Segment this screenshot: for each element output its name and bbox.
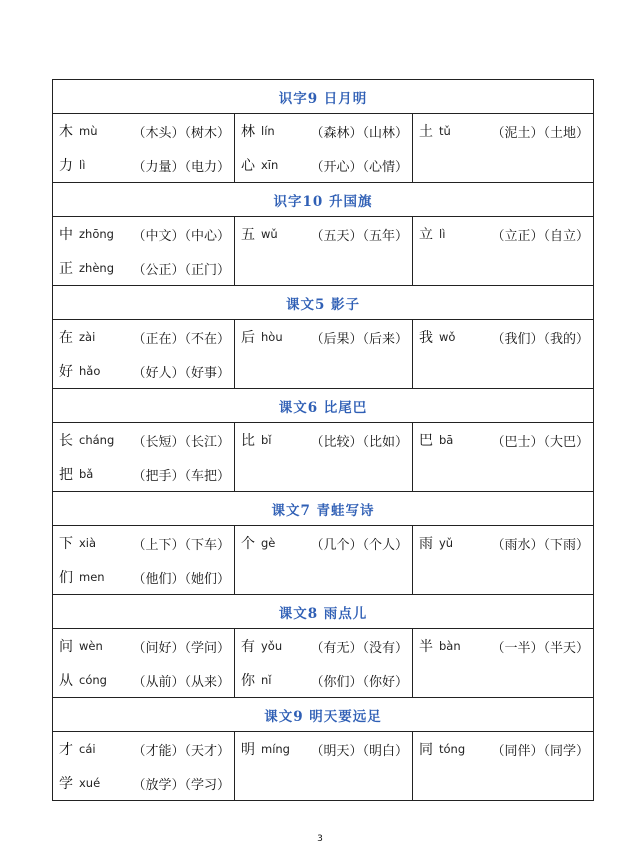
section-header-row — [53, 183, 594, 217]
section-title: 课文5 影子 — [53, 286, 594, 320]
character: 力 — [59, 158, 73, 174]
section-body-row — [53, 423, 594, 492]
example-words: （正在）（不在） — [132, 331, 230, 347]
pinyin: bǎ — [79, 467, 94, 481]
example-words: （长短）（长江） — [132, 434, 230, 450]
character-cell — [413, 732, 594, 801]
pinyin: wǔ — [261, 227, 278, 241]
section-body-row — [53, 526, 594, 595]
character-cell — [53, 732, 235, 801]
page-number: 3 — [317, 834, 323, 844]
pinyin: bā — [439, 433, 454, 447]
section-header-row — [53, 595, 594, 629]
pinyin: wǒ — [439, 330, 456, 344]
character: 明 — [241, 742, 255, 758]
example-words: （才能）（天才） — [132, 743, 230, 759]
character: 巴 — [419, 433, 433, 449]
character-entry — [53, 766, 234, 800]
example-words: （同伴）（同学） — [491, 743, 590, 759]
example-words: （森林）（山林） — [310, 125, 408, 141]
character-cell — [413, 320, 594, 389]
example-words: （放学）（学习） — [132, 777, 230, 793]
character: 土 — [419, 124, 433, 140]
character-entry — [413, 320, 593, 354]
character-entry — [235, 148, 412, 182]
character: 正 — [59, 261, 73, 277]
character-cell — [235, 423, 413, 492]
character: 你 — [241, 673, 255, 689]
character: 才 — [59, 742, 73, 758]
pinyin: tǔ — [439, 124, 451, 138]
character-cell — [235, 732, 413, 801]
example-words: （泥土）（土地） — [491, 125, 590, 141]
character-entry — [53, 663, 234, 697]
character-entry — [413, 217, 593, 251]
character-entry — [53, 251, 234, 285]
example-words: （后果）（后来） — [310, 331, 408, 347]
character: 心 — [241, 158, 255, 174]
character: 后 — [241, 330, 255, 346]
example-words: （雨水）（下雨） — [491, 537, 590, 553]
pinyin: lì — [79, 158, 86, 172]
pinyin: lín — [261, 124, 275, 138]
character: 同 — [419, 742, 433, 758]
pinyin: zhèng — [79, 261, 114, 275]
character-cell — [53, 320, 235, 389]
example-words: （五天）（五年） — [310, 228, 408, 244]
section-body-row — [53, 217, 594, 286]
pinyin: bàn — [439, 639, 461, 653]
character-entry — [53, 457, 234, 491]
character: 把 — [59, 467, 73, 483]
character-entry — [53, 148, 234, 182]
pinyin: yǔ — [439, 536, 454, 550]
section-body-row — [53, 732, 594, 801]
character: 木 — [59, 124, 73, 140]
pinyin: hòu — [261, 330, 283, 344]
character-cell — [235, 114, 413, 183]
character-cell — [53, 423, 235, 492]
pinyin: míng — [261, 742, 290, 756]
character: 有 — [241, 639, 255, 655]
pinyin: cái — [79, 742, 96, 756]
section-header-row — [53, 80, 594, 114]
character: 半 — [419, 639, 433, 655]
character-entry — [53, 354, 234, 388]
character: 问 — [59, 639, 73, 655]
character-entry — [413, 114, 593, 148]
character: 个 — [241, 536, 255, 552]
section-title: 课文6 比尾巴 — [53, 389, 594, 423]
character-entry — [235, 732, 412, 766]
character-entry — [413, 732, 593, 766]
example-words: （你们）（你好） — [310, 674, 408, 690]
character: 好 — [59, 364, 73, 380]
section-title: 识字9 日月明 — [53, 80, 594, 114]
example-words: （公正）（正门） — [132, 262, 230, 278]
pinyin: xué — [79, 776, 101, 790]
character-entry — [53, 560, 234, 594]
example-words: （上下）（下车） — [132, 537, 230, 553]
character: 学 — [59, 776, 73, 792]
section-header-row — [53, 698, 594, 732]
character-entry — [235, 526, 412, 560]
pinyin: men — [79, 570, 105, 584]
character-entry — [235, 114, 412, 148]
example-words: （明天）（明白） — [310, 743, 408, 759]
section-title: 识字10 升国旗 — [53, 183, 594, 217]
character: 长 — [59, 433, 73, 449]
section-title: 课文8 雨点儿 — [53, 595, 594, 629]
character: 在 — [59, 330, 73, 346]
character: 们 — [59, 570, 73, 586]
character-cell — [235, 629, 413, 698]
character-entry — [235, 423, 412, 457]
example-words: （问好）（学问） — [132, 640, 230, 656]
example-words: （有无）（没有） — [310, 640, 408, 656]
character-cell — [413, 217, 594, 286]
pinyin: mù — [79, 124, 98, 138]
character-cell — [413, 423, 594, 492]
section-body-row — [53, 114, 594, 183]
pinyin: wèn — [79, 639, 103, 653]
example-words: （巴士）（大巴） — [491, 434, 590, 450]
section-title: 课文7 青蛙写诗 — [53, 492, 594, 526]
character-cell — [413, 629, 594, 698]
character-entry — [53, 629, 234, 663]
pinyin: zài — [79, 330, 96, 344]
section-body-row — [53, 629, 594, 698]
character-entry — [235, 663, 412, 697]
character-entry — [413, 423, 593, 457]
character-entry — [413, 526, 593, 560]
example-words: （木头）（树木） — [132, 125, 230, 141]
example-words: （他们）（她们） — [132, 571, 230, 587]
pinyin: yǒu — [261, 639, 283, 653]
pinyin: nǐ — [261, 673, 272, 687]
example-words: （比较）（比如） — [310, 434, 408, 450]
character-cell — [53, 629, 235, 698]
character-entry — [53, 423, 234, 457]
pinyin: zhōng — [79, 227, 114, 241]
pinyin: cháng — [79, 433, 115, 447]
character-entry — [235, 217, 412, 251]
character-entry — [235, 320, 412, 354]
example-words: （立正）（自立） — [491, 228, 590, 244]
character-entry — [235, 629, 412, 663]
pinyin: bǐ — [261, 433, 272, 447]
pinyin: cóng — [79, 673, 107, 687]
example-words: （中文）（中心） — [132, 228, 230, 244]
section-header-row — [53, 492, 594, 526]
character-cell — [413, 114, 594, 183]
character-entry — [413, 629, 593, 663]
example-words: （力量）（电力） — [132, 159, 230, 175]
character: 中 — [59, 227, 73, 243]
character-cell — [53, 526, 235, 595]
character: 比 — [241, 433, 255, 449]
example-words: （开心）（心情） — [310, 159, 408, 175]
example-words: （好人）（好事） — [132, 365, 230, 381]
example-words: （把手）（车把） — [132, 468, 230, 484]
pinyin: hǎo — [79, 364, 101, 378]
pinyin: lì — [439, 227, 446, 241]
character-cell — [235, 320, 413, 389]
pinyin: xià — [79, 536, 97, 550]
pinyin: tóng — [439, 742, 466, 756]
character: 林 — [241, 124, 255, 140]
character-cell — [53, 217, 235, 286]
example-words: （我们）（我的） — [491, 331, 590, 347]
pinyin: gè — [261, 536, 276, 550]
character-entry — [53, 217, 234, 251]
pinyin: xīn — [261, 158, 279, 172]
character-cell — [235, 217, 413, 286]
character: 雨 — [419, 536, 433, 552]
character-entry — [53, 320, 234, 354]
example-words: （一半）（半天） — [491, 640, 590, 656]
character: 五 — [241, 227, 255, 243]
character-entry — [53, 732, 234, 766]
character: 我 — [419, 330, 433, 346]
character-entry — [53, 114, 234, 148]
section-title: 课文9 明天要远足 — [53, 698, 594, 732]
example-words: （从前）（从来） — [132, 674, 230, 690]
character: 从 — [59, 673, 73, 689]
character-cell — [235, 526, 413, 595]
example-words: （几个）（个人） — [310, 537, 408, 553]
character-cell — [53, 114, 235, 183]
section-body-row — [53, 320, 594, 389]
character-entry — [53, 526, 234, 560]
section-header-row — [53, 286, 594, 320]
character: 下 — [59, 536, 73, 552]
character-cell — [413, 526, 594, 595]
character: 立 — [419, 227, 433, 243]
section-header-row — [53, 389, 594, 423]
vocabulary-table — [52, 79, 594, 801]
